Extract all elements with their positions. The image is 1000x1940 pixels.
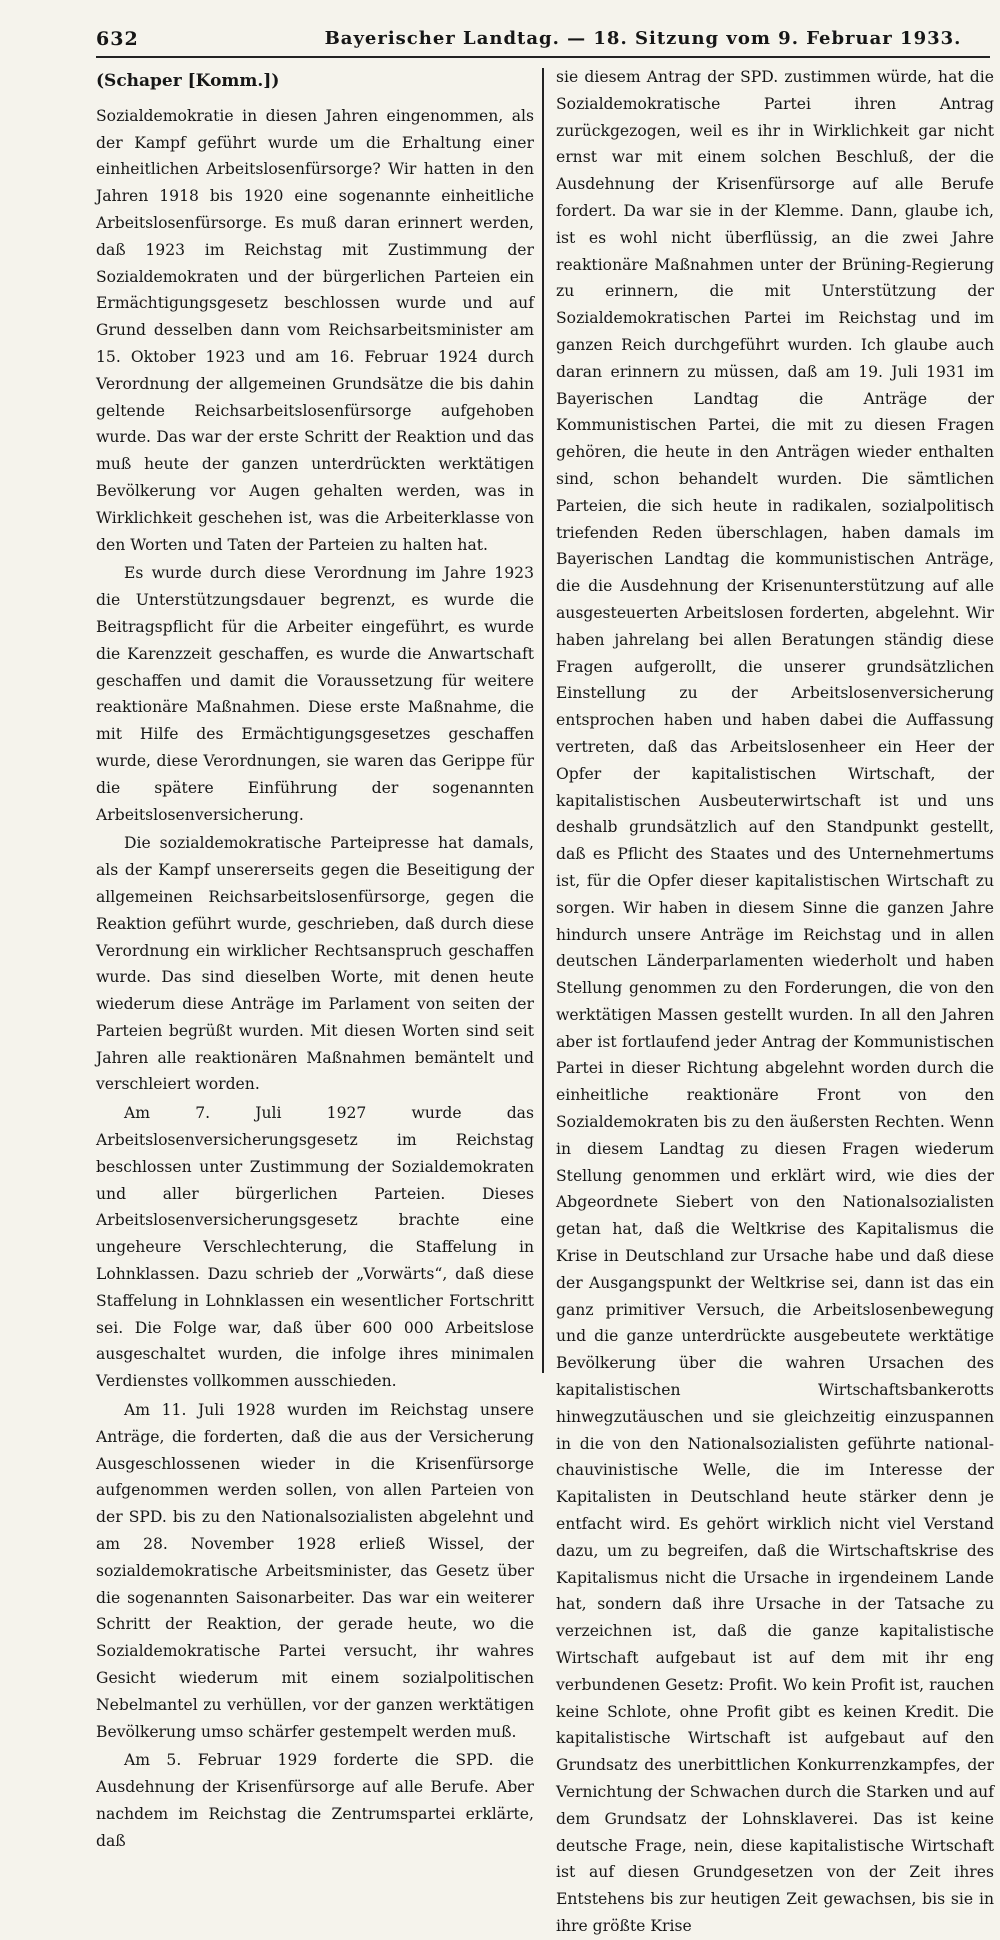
left-paragraph-4: Am 7. Juli 1927 wurde das Arbeitslosenversicherungsgesetz im Reichstag beschlossen unter Zustimmung der Sozialdemokraten und aller bürgerlichen Parteien. Dieses Arbeitslosenversicherungsgesetz brachte eine ungeheure Verschlechterung, die Staffelung in Lohnklassen. Dazu schrieb der „Vorwärts“, daß diese Staffelung in Lohnklassen ein wesentlicher Fortschritt sei. Die Folge war, daß über 600 000 Arbeitslose ausgeschaltet wurden, die infolge ihres minimalen Verdienstes vollkommen ausschieden. [96, 1104, 534, 1391]
left-column [96, 64, 534, 1855]
running-title: Bayerischer Landtag. — 18. Sitzung vom 9. Februar 1933. [324, 28, 962, 49]
page-number: 632 [96, 28, 139, 50]
left-paragraph-6: Am 5. Februar 1929 forderte die SPD. die Ausdehnung der Krisenfürsorge auf alle Berufe. Aber nachdem im Reichstag die Zentrumspartei erklärte, daß [96, 1751, 534, 1850]
left-paragraph-3: Die sozialdemokratische Parteipresse hat damals, als der Kampf unsererseits gegen die Beseitigung der allgemeinen Reichsarbeitslosenfürsorge, gegen die Reaktion geführt wurde, geschrieben, daß durch diese Verordnung ein wirklicher Rechtsanspruch geschaffen wurde. Das sind dieselben Worte, mit denen heute wiederum diese Anträge im Parlament von seiten der Parteien begrüßt wurden. Mit diesen Worten sind seit Jahren alle reaktionären Maßnahmen bemäntelt und verschleiert worden. [96, 834, 534, 1094]
right-paragraph-1: sie diesem Antrag der SPD. zustimmen würde, hat die Sozialdemokratische Partei ihren Antrag zurückgezogen, weil es ihr in Wirklichkeit gar nicht ernst war mit einem solchen Beschluß, der die Ausdehnung der Krisenfürsorge auf alle Berufe fordert. Da war sie in der Klemme. Dann, glaube ich, ist es wohl nicht überflüssig, an die zwei Jahre reaktionäre Maßnahmen unter der Brüning-Regierung zu erinnern, die mit Unterstützung der Sozialdemokratischen Partei im Reichstag und im ganzen Reich durchgeführt wurden. Ich glaube auch daran erinnern zu müssen, daß am 19. Juli 1931 im Bayerischen Landtag die Anträge der Kommunistischen Partei, die mit zu diesen Fragen gehören, die heute in den Anträgen wieder enthalten sind, schon behandelt wurden. Die sämtlichen Parteien, die sich heute in radikalen, sozialpolitisch triefenden Reden überschlagen, haben damals im Bayerischen Landtag die kommunistischen Anträge, die die Ausdehnung der Krisenunterstützung auf alle ausgesteuerten Arbeitslosen forderten, abgelehnt. Wir haben jahrelang bei allen Beratungen ständig diese Fragen aufgerollt, die unserer grundsätzlichen Einstellung zu der Arbeitslosenversicherung entsprochen haben und haben dabei die Auffassung vertreten, daß das Arbeitslosenheer ein Heer der Opfer der kapitalistischen Wirtschaft, der kapitalistischen Ausbeuterwirtschaft ist und uns deshalb grundsätzlich auf den Standpunkt gestellt, daß es Pflicht des Staates und des Unternehmertums ist, für die Opfer dieser kapitalistischen Wirtschaft zu sorgen. Wir haben in diesem Sinne die ganzen Jahre hindurch unsere Anträge im Reichstag und in allen deutschen Länderparlamenten wiederholt und haben Stellung genommen zu den Forderungen, die von den werktätigen Massen gestellt wurden. In all den Jahren aber ist fortlaufend jeder Antrag der Kommunistischen Partei in dieser Richtung abgelehnt worden durch die einheitliche reaktionäre Front von den Sozialdemokraten bis zu den äußersten Rechten. Wenn in diesem Landtag zu diesen Fragen wiederum Stellung genommen und erklärt wird, wie dies der Abgeordnete Siebert von den Nationalsozialisten getan hat, daß die Weltkrise des Kapitalismus die Krise in Deutschland zur Ursache habe und daß diese der Ausgangspunkt der Weltkrise sei, dann ist das ein ganz primitiver Versuch, die Arbeitslosenbewegung und die ganze unterdrückte ausgebeutete werktätige Bevölkerung über die wahren Ursachen des kapitalistischen Wirtschaftsbankerotts hinwegzutäuschen und sie gleichzeitig einzuspannen in die von den Nationalsozialisten geführte national-chauvinistische Welle, die im Interesse der Kapitalisten in Deutschland heute stärker denn je entfacht wird. Es gehört wirklich nicht viel Verstand dazu, um zu begreifen, daß die Wirtschaftskrise des Kapitalismus nicht die Ursache in irgendeinem Lande hat, sondern daß ihre Ursache in der Tatsache zu verzeichnen ist, daß die ganze kapitalistische Wirtschaft aufgebaut ist auf dem mit ihr eng verbundenen Gesetz: Profit. Wo kein Profit ist, rauchen keine Schlote, ohne Profit gibt es keinen Kredit. Die kapitalistische Wirtschaft ist aufgebaut auf den Grundsatz des unerbittlichen Konkurrenzkampfes, der Vernichtung der Schwachen durch die Starken und auf dem Grundsatz der Lohnsklaverei. Das ist keine deutsche Frage, nein, diese kapitalistische Wirtschaft ist auf diesen Grundgesetzen von der Zeit ihres Entstehens bis zur heutigen Zeit gewachsen, bis sie in ihre größte Krise [556, 68, 994, 1935]
right-column [556, 64, 994, 1940]
speaker-label: (Schaper [Komm.]) [96, 71, 280, 91]
left-paragraph-2: Es wurde durch diese Verordnung im Jahre 1923 die Unterstützungsdauer begrenzt, es wurde die Beitragspflicht für die Arbeiter eingeführt, es wurde die Karenzzeit geschaffen, es wurde die Anwartschaft geschaffen und damit die Voraussetzung für weitere reaktionäre Maßnahmen. Diese erste Maßnahme, die mit Hilfe des Ermächtigungsgesetzes geschaffen wurde, diese Verordnungen, sie waren das Gerippe für die spätere Einführung der sogenannten Arbeitslosenversicherung. [96, 564, 534, 824]
column-divider [542, 68, 544, 1373]
page-header [96, 24, 990, 58]
left-paragraph-5: Am 11. Juli 1928 wurden im Reichstag unsere Anträge, die forderten, daß die aus der Versicherung Ausgeschlossenen wieder in die Krisenfürsorge aufgenommen werden sollen, von allen Parteien von der SPD. bis zu den Nationalsozialisten abgelehnt und am 28. November 1928 erließ Wissel, der sozialdemokratische Arbeitsminister, das Gesetz über die sogenannten Saisonarbeiter. Das war ein weiterer Schritt der Reaktion, der gerade heute, wo die Sozialdemokratische Partei versucht, ihr wahres Gesicht wiederum mit einem sozialpolitischen Nebelmantel zu verhüllen, vor der ganzen werktätigen Bevölkerung umso schärfer gestempelt werden muß. [96, 1401, 534, 1741]
left-paragraph-1: Sozialdemokratie in diesen Jahren eingenommen, als der Kampf geführt wurde um die Erhaltung einer einheitlichen Arbeitslosenfürsorge? Wir hatten in den Jahren 1918 bis 1920 eine sogenannte einheitliche Arbeitslosenfürsorge. Es muß daran erinnert werden, daß 1923 im Reichstag mit Zustimmung der Sozialdemokraten und der bürgerlichen Parteien ein Ermächtigungsgesetz beschlossen wurde und auf Grund desselben dann vom Reichsarbeitsminister am 15. Oktober 1923 und am 16. Februar 1924 durch Verordnung der allgemeinen Grundsätze die bis dahin geltende Reichsarbeitslosenfürsorge aufgehoben wurde. Das war der erste Schritt der Reaktion und das muß heute der ganzen unterdrückten werktätigen Bevölkerung vor Augen gehalten werden, was in Wirklichkeit geschehen ist, was die Arbeiterklasse von den Worten und Taten der Parteien zu halten hat. [96, 106, 534, 554]
